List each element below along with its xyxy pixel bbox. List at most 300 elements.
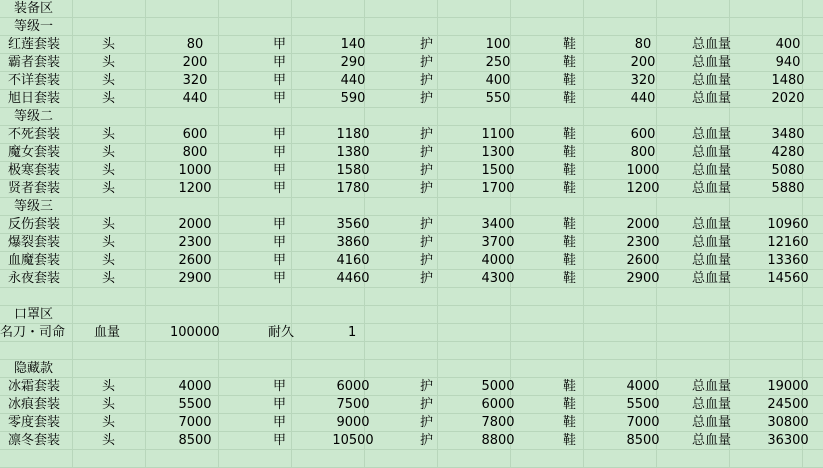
guard-label: 护: [420, 433, 434, 448]
equipment-row: [0, 378, 823, 396]
armor-label: 甲: [273, 235, 287, 250]
grid-cell[interactable]: [438, 288, 511, 306]
head-value: 2600: [178, 253, 212, 268]
head-label: 头: [102, 181, 116, 196]
grid-cell[interactable]: [292, 360, 365, 378]
grid-cell[interactable]: [219, 360, 292, 378]
grid-cell[interactable]: [365, 324, 438, 342]
grid-cell[interactable]: [511, 0, 584, 18]
armor-value: 3860: [336, 235, 370, 250]
total-hp-value: 2020: [771, 91, 805, 106]
head-value: 1200: [178, 181, 212, 196]
section-header-row: [0, 306, 823, 324]
blank-row: [0, 342, 823, 360]
head-value: 8500: [178, 433, 212, 448]
blank-row: [0, 288, 823, 306]
grid-cell[interactable]: [438, 108, 511, 126]
section-header-row: [0, 198, 823, 216]
guard-value: 550: [485, 91, 511, 106]
grid-cell[interactable]: [657, 342, 730, 360]
total-hp-value: 3480: [771, 127, 805, 142]
guard-value: 1100: [481, 127, 515, 142]
equipment-row: [0, 216, 823, 234]
shoes-label: 鞋: [563, 73, 577, 88]
head-value: 5500: [178, 397, 212, 412]
shoes-label: 鞋: [563, 181, 577, 196]
total-hp-value: 10960: [767, 217, 809, 232]
head-value: 2900: [178, 271, 212, 286]
guard-value: 8800: [481, 433, 515, 448]
grid-cell[interactable]: [73, 108, 146, 126]
mask-durability-value: 1: [348, 325, 357, 340]
grid-cell[interactable]: [657, 360, 730, 378]
guard-label: 护: [420, 127, 434, 142]
head-value: 200: [182, 55, 208, 70]
grid-cell[interactable]: [365, 450, 438, 468]
armor-value: 1380: [336, 145, 370, 160]
grid-cell[interactable]: [803, 0, 823, 18]
total-hp-label: 总血量: [692, 145, 732, 160]
head-label: 头: [102, 127, 116, 142]
shoes-value: 2000: [626, 217, 660, 232]
guard-label: 护: [420, 397, 434, 412]
grid-cell[interactable]: [438, 324, 511, 342]
grid-cell[interactable]: [365, 288, 438, 306]
grid-cell[interactable]: [438, 198, 511, 216]
guard-label: 护: [420, 415, 434, 430]
grid-cell[interactable]: [657, 0, 730, 18]
section-header-row: [0, 360, 823, 378]
armor-value: 10500: [332, 433, 374, 448]
grid-cell[interactable]: [73, 18, 146, 36]
grid-cell[interactable]: [219, 18, 292, 36]
blank-row: [0, 450, 823, 468]
equipment-row: [0, 90, 823, 108]
set-name: 反伤套装: [8, 217, 61, 232]
mask-durability-label: 耐久: [268, 325, 295, 340]
grid-cell[interactable]: [292, 288, 365, 306]
armor-label: 甲: [273, 217, 287, 232]
guard-label: 护: [420, 217, 434, 232]
guard-label: 护: [420, 91, 434, 106]
head-label: 头: [102, 379, 116, 394]
grid-cell[interactable]: [219, 0, 292, 18]
equipment-row: [0, 126, 823, 144]
guard-label: 护: [420, 181, 434, 196]
grid-cell[interactable]: [584, 18, 657, 36]
grid-cell[interactable]: [219, 108, 292, 126]
total-hp-value: 1480: [771, 73, 805, 88]
guard-label: 护: [420, 163, 434, 178]
head-label: 头: [102, 271, 116, 286]
armor-label: 甲: [273, 55, 287, 70]
total-hp-label: 总血量: [692, 163, 732, 178]
grid-cell[interactable]: [73, 306, 146, 324]
armor-value: 4460: [336, 271, 370, 286]
grid-cell[interactable]: [511, 198, 584, 216]
total-hp-value: 5880: [771, 181, 805, 196]
grid-cell[interactable]: [365, 360, 438, 378]
grid-cell[interactable]: [803, 306, 823, 324]
equipment-row: [0, 36, 823, 54]
armor-label: 甲: [273, 37, 287, 52]
grid-cell[interactable]: [146, 342, 219, 360]
grid-cell[interactable]: [584, 324, 657, 342]
grid-cell[interactable]: [657, 324, 730, 342]
grid-cell[interactable]: [292, 450, 365, 468]
armor-value: 6000: [336, 379, 370, 394]
equipment-row: [0, 144, 823, 162]
grid-cell[interactable]: [657, 288, 730, 306]
head-value: 2000: [178, 217, 212, 232]
equipment-row: [0, 432, 823, 450]
grid-cell[interactable]: [146, 108, 219, 126]
total-hp-label: 总血量: [692, 37, 732, 52]
shoes-label: 鞋: [563, 145, 577, 160]
armor-label: 甲: [273, 127, 287, 142]
grid-cell[interactable]: [438, 18, 511, 36]
set-name: 贤者套装: [8, 181, 61, 196]
grid-cell[interactable]: [584, 0, 657, 18]
grid-cell[interactable]: [146, 360, 219, 378]
grid-cell[interactable]: [219, 198, 292, 216]
grid-cell[interactable]: [584, 288, 657, 306]
grid-cell[interactable]: [803, 342, 823, 360]
grid-cell[interactable]: [146, 0, 219, 18]
equipment-row: [0, 54, 823, 72]
guard-value: 5000: [481, 379, 515, 394]
total-hp-label: 总血量: [692, 217, 732, 232]
shoes-value: 80: [634, 37, 652, 52]
head-value: 4000: [178, 379, 212, 394]
armor-label: 甲: [273, 415, 287, 430]
grid-cell[interactable]: [73, 342, 146, 360]
grid-cell[interactable]: [219, 288, 292, 306]
total-hp-label: 总血量: [692, 181, 732, 196]
set-name: 凛冬套装: [8, 433, 61, 448]
section-title-equipment: 装备区: [14, 1, 54, 16]
armor-label: 甲: [273, 91, 287, 106]
guard-label: 护: [420, 37, 434, 52]
grid-cell[interactable]: [657, 450, 730, 468]
grid-cell[interactable]: [511, 306, 584, 324]
shoes-value: 440: [630, 91, 656, 106]
armor-value: 140: [340, 37, 366, 52]
head-label: 头: [102, 91, 116, 106]
grid-cell[interactable]: [438, 306, 511, 324]
shoes-label: 鞋: [563, 91, 577, 106]
grid-cell[interactable]: [365, 108, 438, 126]
grid-cell[interactable]: [146, 288, 219, 306]
grid-cell[interactable]: [219, 342, 292, 360]
guard-label: 护: [420, 253, 434, 268]
grid-cell[interactable]: [730, 450, 803, 468]
total-hp-label: 总血量: [692, 55, 732, 70]
grid-cell[interactable]: [730, 108, 803, 126]
grid-cell[interactable]: [365, 0, 438, 18]
guard-label: 护: [420, 55, 434, 70]
total-hp-label: 总血量: [692, 91, 732, 106]
grid-cell[interactable]: [803, 288, 823, 306]
tier-title-1: 等级一: [14, 19, 54, 34]
grid-cell[interactable]: [292, 342, 365, 360]
grid-cell[interactable]: [730, 360, 803, 378]
grid-cell[interactable]: [292, 306, 365, 324]
grid-cell[interactable]: [438, 342, 511, 360]
grid-cell[interactable]: [730, 288, 803, 306]
head-label: 头: [102, 163, 116, 178]
head-label: 头: [102, 73, 116, 88]
total-hp-value: 14560: [767, 271, 809, 286]
head-value: 320: [182, 73, 208, 88]
total-hp-label: 总血量: [692, 253, 732, 268]
total-hp-label: 总血量: [692, 127, 732, 142]
grid-cell[interactable]: [146, 306, 219, 324]
grid-cell[interactable]: [803, 450, 823, 468]
total-hp-value: 5080: [771, 163, 805, 178]
tier-title-3: 等级三: [14, 199, 54, 214]
grid-cell[interactable]: [584, 108, 657, 126]
guard-value: 4300: [481, 271, 515, 286]
total-hp-label: 总血量: [692, 379, 732, 394]
grid-cell[interactable]: [730, 324, 803, 342]
grid-cell[interactable]: [511, 342, 584, 360]
armor-value: 9000: [336, 415, 370, 430]
grid-cell[interactable]: [730, 198, 803, 216]
shoes-value: 4000: [626, 379, 660, 394]
armor-label: 甲: [273, 397, 287, 412]
guard-value: 1300: [481, 145, 515, 160]
set-name: 魔女套装: [8, 145, 61, 160]
head-value: 1000: [178, 163, 212, 178]
armor-value: 290: [340, 55, 366, 70]
grid-cell[interactable]: [0, 450, 73, 468]
grid-cell[interactable]: [803, 360, 823, 378]
grid-cell[interactable]: [365, 342, 438, 360]
total-hp-value: 24500: [767, 397, 809, 412]
grid-cell[interactable]: [146, 198, 219, 216]
grid-cell[interactable]: [803, 18, 823, 36]
grid-cell[interactable]: [292, 18, 365, 36]
grid-cell[interactable]: [803, 198, 823, 216]
total-hp-label: 总血量: [692, 73, 732, 88]
grid-cell[interactable]: [438, 450, 511, 468]
grid-cell[interactable]: [73, 360, 146, 378]
shoes-label: 鞋: [563, 271, 577, 286]
guard-value: 3400: [481, 217, 515, 232]
guard-value: 4000: [481, 253, 515, 268]
head-value: 800: [182, 145, 208, 160]
total-hp-value: 400: [775, 37, 801, 52]
total-hp-label: 总血量: [692, 397, 732, 412]
head-value: 440: [182, 91, 208, 106]
grid-cell[interactable]: [292, 0, 365, 18]
total-hp-value: 30800: [767, 415, 809, 430]
grid-cell[interactable]: [730, 18, 803, 36]
grid-cell[interactable]: [657, 198, 730, 216]
grid-cell[interactable]: [438, 0, 511, 18]
guard-label: 护: [420, 145, 434, 160]
grid-cell[interactable]: [730, 342, 803, 360]
grid-cell[interactable]: [219, 306, 292, 324]
mask-hp-value: 100000: [170, 325, 220, 340]
guard-value: 6000: [481, 397, 515, 412]
grid-cell[interactable]: [365, 306, 438, 324]
guard-label: 护: [420, 235, 434, 250]
grid-cell[interactable]: [730, 0, 803, 18]
armor-label: 甲: [273, 253, 287, 268]
armor-value: 590: [340, 91, 366, 106]
total-hp-value: 940: [775, 55, 801, 70]
head-label: 头: [102, 415, 116, 430]
head-label: 头: [102, 37, 116, 52]
set-name: 零度套装: [8, 415, 61, 430]
head-label: 头: [102, 217, 116, 232]
grid-cell[interactable]: [365, 198, 438, 216]
grid-cell[interactable]: [292, 198, 365, 216]
armor-label: 甲: [273, 163, 287, 178]
shoes-label: 鞋: [563, 217, 577, 232]
armor-value: 4160: [336, 253, 370, 268]
shoes-label: 鞋: [563, 379, 577, 394]
grid-cell[interactable]: [219, 450, 292, 468]
grid-cell[interactable]: [365, 18, 438, 36]
armor-value: 440: [340, 73, 366, 88]
armor-label: 甲: [273, 145, 287, 160]
set-name: 旭日套装: [8, 91, 61, 106]
section-header-row: [0, 108, 823, 126]
grid-cell[interactable]: [730, 306, 803, 324]
armor-value: 7500: [336, 397, 370, 412]
guard-value: 100: [485, 37, 511, 52]
grid-cell[interactable]: [584, 306, 657, 324]
grid-cell[interactable]: [657, 18, 730, 36]
guard-label: 护: [420, 271, 434, 286]
grid-cell[interactable]: [584, 360, 657, 378]
grid-cell[interactable]: [511, 18, 584, 36]
total-hp-value: 12160: [767, 235, 809, 250]
grid-cell[interactable]: [511, 450, 584, 468]
armor-value: 1580: [336, 163, 370, 178]
grid-cell[interactable]: [438, 360, 511, 378]
grid-cell[interactable]: [584, 198, 657, 216]
guard-value: 3700: [481, 235, 515, 250]
shoes-value: 320: [630, 73, 656, 88]
grid-cell[interactable]: [803, 108, 823, 126]
grid-cell[interactable]: [657, 108, 730, 126]
armor-value: 1780: [336, 181, 370, 196]
grid-cell[interactable]: [511, 360, 584, 378]
shoes-label: 鞋: [563, 55, 577, 70]
grid-cell[interactable]: [584, 342, 657, 360]
grid-cell[interactable]: [803, 324, 823, 342]
grid-cell[interactable]: [584, 450, 657, 468]
grid-cell[interactable]: [0, 342, 73, 360]
head-label: 头: [102, 433, 116, 448]
guard-value: 1700: [481, 181, 515, 196]
shoes-value: 7000: [626, 415, 660, 430]
grid-cell[interactable]: [292, 108, 365, 126]
section-title-hidden: 隐藏款: [14, 361, 54, 376]
shoes-value: 2600: [626, 253, 660, 268]
head-value: 80: [186, 37, 204, 52]
head-label: 头: [102, 55, 116, 70]
guard-value: 7800: [481, 415, 515, 430]
head-label: 头: [102, 235, 116, 250]
armor-label: 甲: [273, 181, 287, 196]
grid-cell[interactable]: [73, 450, 146, 468]
grid-cell[interactable]: [657, 306, 730, 324]
head-value: 2300: [178, 235, 212, 250]
total-hp-label: 总血量: [692, 415, 732, 430]
equipment-row: [0, 396, 823, 414]
total-hp-value: 36300: [767, 433, 809, 448]
shoes-label: 鞋: [563, 127, 577, 142]
equipment-row: [0, 72, 823, 90]
set-name: 永夜套装: [8, 271, 61, 286]
shoes-label: 鞋: [563, 163, 577, 178]
total-hp-label: 总血量: [692, 235, 732, 250]
shoes-value: 200: [630, 55, 656, 70]
total-hp-value: 13360: [767, 253, 809, 268]
grid-cell[interactable]: [73, 288, 146, 306]
armor-value: 3560: [336, 217, 370, 232]
mask-name: 名刀・司命: [0, 325, 66, 340]
mask-hp-label: 血量: [94, 325, 121, 340]
section-header-row: [0, 18, 823, 36]
guard-value: 400: [485, 73, 511, 88]
total-hp-label: 总血量: [692, 271, 732, 286]
head-label: 头: [102, 253, 116, 268]
guard-label: 护: [420, 379, 434, 394]
shoes-label: 鞋: [563, 253, 577, 268]
head-value: 600: [182, 127, 208, 142]
grid-cell[interactable]: [511, 288, 584, 306]
equipment-row: [0, 162, 823, 180]
equipment-row: [0, 252, 823, 270]
equipment-row: [0, 234, 823, 252]
set-name: 极寒套装: [8, 163, 61, 178]
shoes-value: 8500: [626, 433, 660, 448]
grid-cell[interactable]: [0, 288, 73, 306]
grid-cell[interactable]: [73, 198, 146, 216]
set-name: 不死套装: [8, 127, 61, 142]
grid-cell[interactable]: [146, 18, 219, 36]
armor-label: 甲: [273, 379, 287, 394]
section-header-row: [0, 0, 823, 18]
guard-label: 护: [420, 73, 434, 88]
mask-row: [0, 324, 823, 342]
grid-cell[interactable]: [511, 324, 584, 342]
set-name: 血魔套装: [8, 253, 61, 268]
grid-cell[interactable]: [511, 108, 584, 126]
tier-title-2: 等级二: [14, 109, 54, 124]
head-label: 头: [102, 145, 116, 160]
armor-label: 甲: [273, 433, 287, 448]
set-name: 霸者套装: [8, 55, 61, 70]
head-label: 头: [102, 397, 116, 412]
set-name: 爆裂套装: [8, 235, 61, 250]
shoes-value: 5500: [626, 397, 660, 412]
equipment-row: [0, 414, 823, 432]
shoes-label: 鞋: [563, 433, 577, 448]
shoes-label: 鞋: [563, 415, 577, 430]
equipment-row: [0, 180, 823, 198]
grid-cell[interactable]: [73, 0, 146, 18]
total-hp-label: 总血量: [692, 433, 732, 448]
grid-cell[interactable]: [146, 450, 219, 468]
set-name: 冰痕套装: [8, 397, 61, 412]
